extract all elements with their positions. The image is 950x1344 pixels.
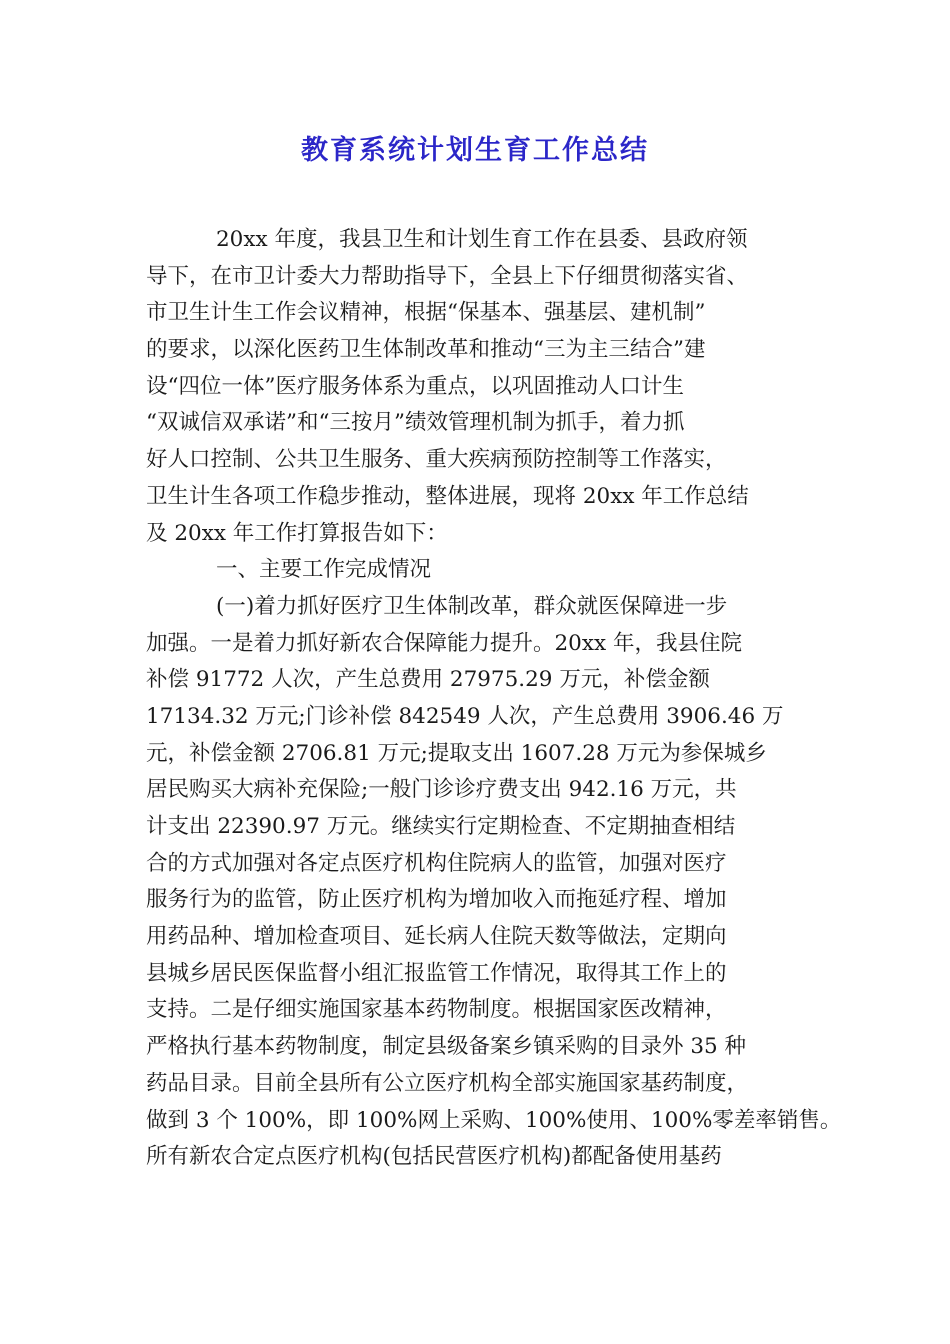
paragraph-line: 卫生计生各项工作稳步推动，整体进展，现将 20xx 年工作总结	[146, 483, 749, 509]
paragraph-line: (一)着力抓好医疗卫生体制改革，群众就医保障进一步	[216, 593, 728, 619]
document-body	[146, 222, 842, 1176]
paragraph-line: 元，补偿金额 2706.81 万元;提取支出 1607.28 万元为参保城乡	[146, 740, 767, 766]
paragraph-line: 县城乡居民医保监督小组汇报监管工作情况，取得其工作上的	[146, 960, 727, 986]
paragraph-line: 居民购买大病补充保险;一般门诊诊疗费支出 942.16 万元，共	[146, 777, 737, 803]
paragraph-line: 合的方式加强对各定点医疗机构住院病人的监管，加强对医疗	[146, 850, 727, 876]
paragraph-line: 严格执行基本药物制度，制定县级备案乡镇采购的目录外 35 种	[146, 1034, 747, 1060]
paragraph-line: 用药品种、增加检查项目、延长病人住院天数等做法，定期向	[146, 924, 727, 950]
paragraph-line: 服务行为的监管，防止医疗机构为增加收入而拖延疗程、增加	[146, 887, 727, 913]
paragraph-line: “双诚信双承诺”和“三按月”绩效管理机制为抓手，着力抓	[146, 410, 685, 436]
paragraph-line: 好人口控制、公共卫生服务、重大疾病预防控制等工作落实，	[146, 447, 727, 473]
paragraph-line: 的要求，以深化医药卫生体制改革和推动“三为主三结合”建	[146, 337, 706, 363]
paragraph-line: 所有新农合定点医疗机构(包括民营医疗机构)都配备使用基药	[146, 1144, 722, 1170]
paragraph-line: 20xx 年度，我县卫生和计划生育工作在县委、县政府领	[216, 227, 748, 252]
paragraph-line: 加强。一是着力抓好新农合保障能力提升。20xx 年，我县住院	[146, 630, 742, 656]
paragraph-line: 17134.32 万元;门诊补偿 842549 人次，产生总费用 3906.46 万	[146, 703, 784, 729]
paragraph-line: 做到 3 个 100%，即 100%网上采购、100%使用、100%零差率销售。	[146, 1107, 842, 1133]
document-title: 教育系统计划生育工作总结	[301, 135, 649, 166]
paragraph-line: 设“四位一体”医疗服务体系为重点，以巩固推动人口计生	[146, 373, 684, 399]
paragraph-line: 计支出 22390.97 万元。继续实行定期检查、不定期抽查相结	[146, 814, 736, 839]
paragraph-line: 导下，在市卫计委大力帮助指导下，全县上下仔细贯彻落实省、	[146, 263, 749, 289]
paragraph-line: 支持。二是仔细实施国家基本药物制度。根据国家医改精神，	[146, 997, 727, 1023]
section-heading: 一、主要工作完成情况	[216, 557, 432, 583]
paragraph-line: 市卫生计生工作会议精神，根据“保基本、强基层、建机制”	[146, 300, 706, 326]
paragraph-line: 及 20xx 年工作打算报告如下：	[146, 520, 448, 546]
paragraph-line: 药品目录。目前全县所有公立医疗机构全部实施国家基药制度，	[146, 1070, 749, 1096]
paragraph-line: 补偿 91772 人次，产生总费用 27975.29 万元，补偿金额	[146, 667, 710, 693]
